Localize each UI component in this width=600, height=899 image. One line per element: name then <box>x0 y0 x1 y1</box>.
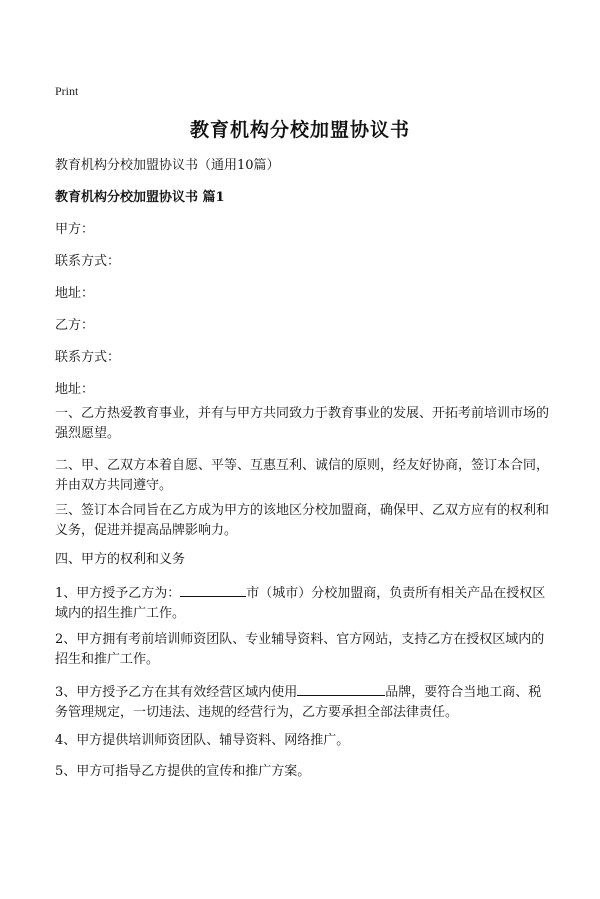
item-5: 5、甲方可指导乙方提供的宣传和推广方案。 <box>55 764 311 779</box>
item-4: 4、甲方提供培训师资团队、辅导资料、网络推广。 <box>55 733 350 748</box>
city-blank-line <box>180 582 246 597</box>
item-1 <box>55 582 550 624</box>
clause-4-heading: 四、甲方的权利和义务 <box>55 552 186 567</box>
party-a-address-field: 地址： <box>55 286 95 301</box>
party-b-contact-field: 联系方式： <box>55 350 121 365</box>
clause-1: 一、乙方热爱教育事业，并有与甲方共同致力于教育事业的发展、开拓考前培训市场的强烈愿望。 <box>55 406 550 441</box>
party-b-field: 乙方： <box>55 318 95 333</box>
section-heading: 教育机构分校加盟协议书 篇1 <box>55 190 225 205</box>
document-title: 教育机构分校加盟协议书 <box>189 119 410 141</box>
item-1-text-after: 市（城市）分校加盟商，负责所有相关产品在授权区域内的招生推广工作。 <box>55 586 546 621</box>
brand-blank-line <box>297 681 385 696</box>
item-3-text-before: 3、甲方授予乙方在其有效经营区域内使用 <box>55 685 298 700</box>
item-3 <box>55 681 550 723</box>
document-subtitle: 教育机构分校加盟协议书（通用10篇） <box>55 158 280 173</box>
print-label: Print <box>55 84 79 98</box>
party-a-contact-field: 联系方式： <box>55 254 121 269</box>
clause-3: 三、签订本合同旨在乙方成为甲方的该地区分校加盟商，确保甲、乙双方应有的权利和义务，促进并提高品牌影响力。 <box>55 503 550 538</box>
party-b-address-field: 地址： <box>55 382 95 397</box>
item-2: 2、甲方拥有考前培训师资团队、专业辅导资料、官方网站，支持乙方在授权区域内的招生和推广工作。 <box>55 632 545 667</box>
party-a-field: 甲方： <box>55 222 95 237</box>
item-1-text-before: 1、甲方授予乙方为： <box>55 586 181 601</box>
item-3-text-after: 品牌，要符合当地工商、税务管理规定，一切违法、违规的经营行为，乙方要承担全部法律责任。 <box>55 685 542 720</box>
clause-2: 二、甲、乙双方本着自愿、平等、互惠互利、诚信的原则，经友好协商，签订本合同，并由双方共同遵守。 <box>55 458 550 493</box>
